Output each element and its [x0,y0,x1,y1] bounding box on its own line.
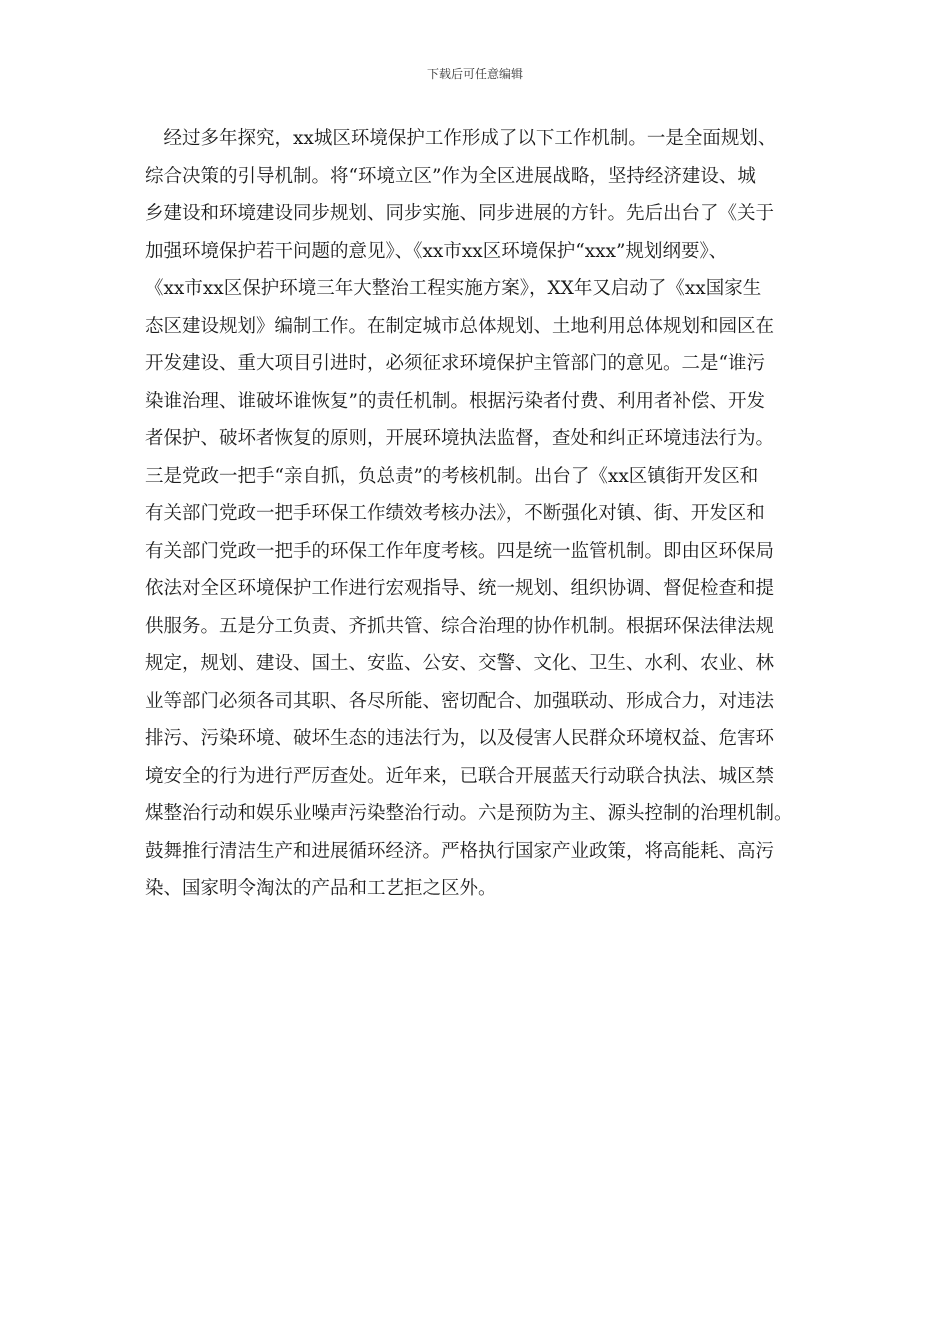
paragraph-line: 加强环境保护若干问题的意见》、《xx市xx区环境保护“xxx”规划纲要》、 [145,240,728,262]
paragraph-line: 态区建设规划》编制工作。在制定城市总体规划、土地利用总体规划和园区在 [145,315,775,337]
paragraph-line: 者保护、破坏者恢复的原则，开展环境执法监督，查处和纠正环境违法行为。 [145,428,775,449]
paragraph-line: 染谁治理、谁破坏谁恢复”的责任机制。根据污染者付费、利用者补偿、开发 [145,390,765,412]
paragraph-line: 规定，规划、建设、国土、安监、公安、交警、文化、卫生、水利、农业、林 [145,653,775,674]
paragraph-line: 有关部门党政一把手的环保工作年度考核。四是统一监管机制。即由区环保局 [145,540,775,562]
page-header: 下载后可任意编辑 [426,67,523,81]
paragraph-line: 乡建设和环境建设同步规划、同步实施、同步进展的方针。先后出台了《关于 [145,203,775,224]
paragraph-line: 三是党政一把手“亲自抓，负总责”的考核机制。出台了《xx区镇街开发区和 [145,465,759,487]
paragraph-line: 境安全的行为进行严厉查处。近年来，已联合开展蓝天行动联合执法、城区禁 [145,765,775,787]
paragraph-line: 煤整治行动和娱乐业噪声污染整治行动。六是预防为主、源头控制的治理机制。 [145,803,793,824]
paragraph-line: 供服务。五是分工负责、齐抓共管、综合治理的协作机制。根据环保法律法规 [145,615,775,637]
document-body [145,120,845,908]
paragraph-line: 经过多年探究，xx城区环境保护工作形成了以下工作机制。一是全面规划、 [145,128,777,149]
paragraph-line: 染、国家明令淘汰的产品和工艺拒之区外。 [145,878,497,899]
paragraph-line: 综合决策的引导机制。将“环境立区”作为全区进展战略，坚持经济建设、城 [145,165,756,187]
paragraph-line: 依法对全区环境保护工作进行宏观指导、统一规划、组织协调、督促检查和提 [145,578,775,599]
paragraph-line: 有关部门党政一把手环保工作绩效考核办法》，不断强化对镇、街、开发区和 [145,503,765,524]
paragraph-line: 《xx市xx区保护环境三年大整治工程实施方案》，XX年又启动了《xx国家生 [145,278,762,299]
paragraph-line: 业等部门必须各司其职、各尽所能、密切配合、加强联动、形成合力，对违法 [145,690,775,712]
paragraph-line: 开发建设、重大项目引进时，必须征求环境保护主管部门的意见。二是“谁污 [145,353,765,374]
paragraph-line: 排污、污染环境、破坏生态的违法行为，以及侵害人民群众环境权益、危害环 [145,728,775,749]
paragraph-line: 鼓舞推行清洁生产和进展循环经济。严格执行国家产业政策，将高能耗、高污 [145,840,775,862]
